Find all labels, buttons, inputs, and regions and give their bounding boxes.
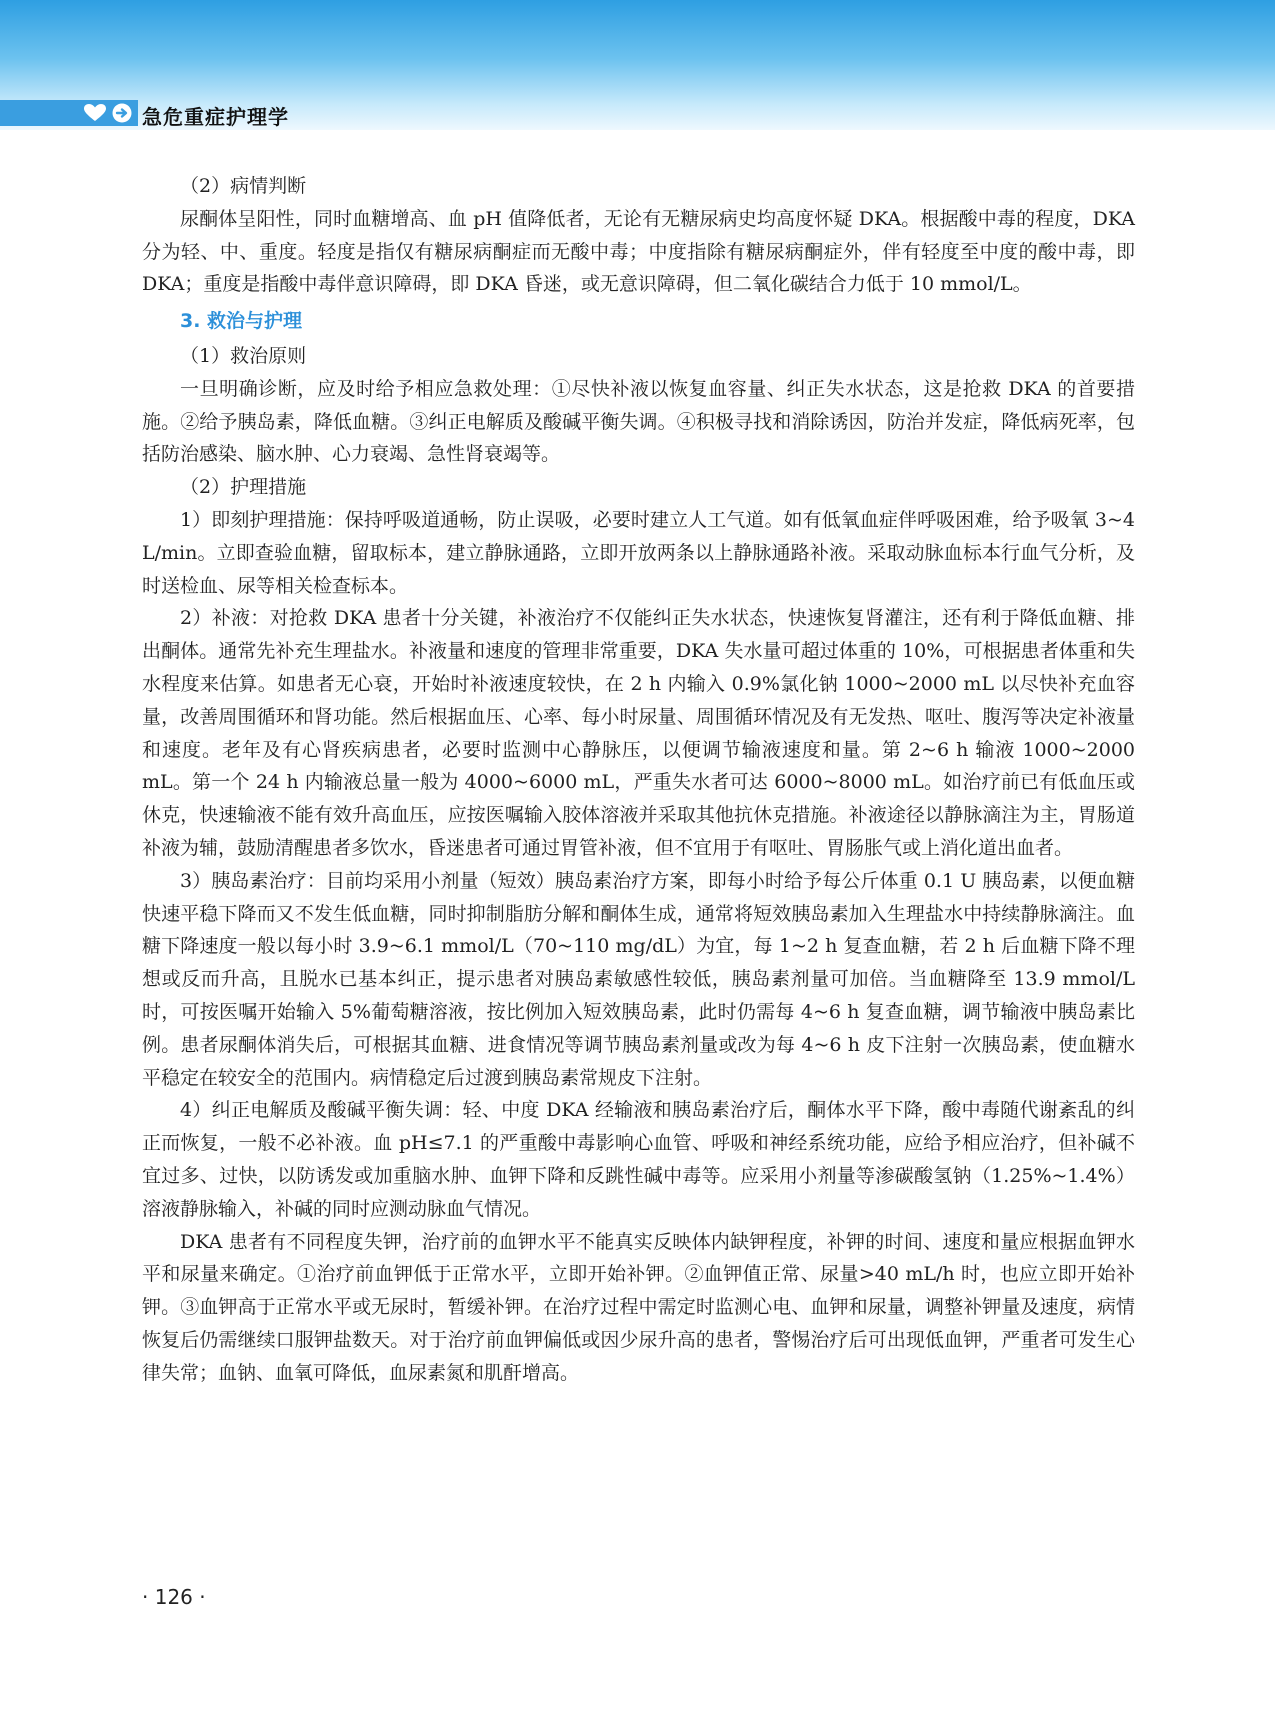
page-number: · 126 · [142, 1585, 206, 1609]
body-paragraph: 4）纠正电解质及酸碱平衡失调：轻、中度 DKA 经输液和胰岛素治疗后，酮体水平下降，酸中毒随代谢紊乱的纠正而恢复，一般不必补液。血 pH≤7.1 的严重酸中毒影响心血管、呼吸和神经系统功能，应给予相应治疗，但补碱不宜过多、过快，以防诱发或加重脑水肿、血钾下降和反跳性碱中毒等。应采用小剂量等渗碳酸氢钠（1.25%~1.4%）溶液静脉输入，补碱的同时应测动脉血气情况。 [142, 1099, 1135, 1220]
body-paragraph: 2）补液：对抢救 DKA 患者十分关键，补液治疗不仅能纠正失水状态，快速恢复肾灌注，还有利于降低血糖、排出酮体。通常先补充生理盐水。补液量和速度的管理非常重要，DKA 失水量可超过体重的 10%，可根据患者体重和失水程度来估算。如患者无心衰，开始时补液速度较快，在 2 h 内输入 0.9%氯化钠 1000~2000 mL 以尽快补充血容量，改善周围循环和肾功能。然后根据血压、心率、每小时尿量、周围循环情况及有无发热、呕吐、腹泻等决定补液量和速度。老年及有心肾疾病患者，必要时监测中心静脉压，以便调节输液速度和量。第 2~6 h 输液 1000~2000 mL。第一个 24 h 内输液总量一般为 4000~6000 mL，严重失水者可达 6000~8000 mL。如治疗前已有低血压或休克，快速输液不能有效升高血压，应按医嘱输入胶体溶液并采取其他抗休克措施。补液途径以静脉滴注为主，胃肠道补液为辅，鼓励清醒患者多饮水，昏迷患者可通过胃管补液，但不宜用于有呕吐、胃肠胀气或上消化道出血者。 [142, 607, 1135, 859]
subheading-nursing-measures: （2）护理措施 [180, 476, 307, 499]
subheading-condition-judgment: （2）病情判断 [180, 175, 307, 197]
page-body [142, 170, 1135, 1389]
running-header [0, 100, 1275, 129]
body-paragraph: 尿酮体呈阳性，同时血糖增高、血 pH 值降低者，无论有无糖尿病史均高度怀疑 DKA。根据酸中毒的程度，DKA 分为轻、中、重度。轻度是指仅有糖尿病酮症而无酸中毒；中度指除有糖尿病酮症外，伴有轻度至中度的酸中毒，即 DKA；重度是指酸中毒伴意识障碍，即 DKA 昏迷，或无意识障碍，但二氧化碳结合力低于 10 mmol/L。 [142, 207, 1135, 296]
body-paragraph: DKA 患者有不同程度失钾，治疗前的血钾水平不能真实反映体内缺钾程度，补钾的时间、速度和量应根据血钾水平和尿量来确定。①治疗前血钾低于正常水平，立即开始补钾。②血钾值正常、尿量>40 mL/h 时，也应立即开始补钾。③血钾高于正常水平或无尿时，暂缓补钾。在治疗过程中需定时监测心电、血钾和尿量，调整补钾量及速度，病情恢复后仍需继续口服钾盐数天。对于治疗前血钾偏低或因少尿升高的患者，警惕治疗后可出现低血钾，严重者可发生心律失常；血钠、血氧可降低，血尿素氮和肌酐增高。 [142, 1230, 1135, 1384]
body-paragraph: 3）胰岛素治疗：目前均采用小剂量（短效）胰岛素治疗方案，即每小时给予每公斤体重 0.1 U 胰岛素，以便血糖快速平稳下降而又不发生低血糖，同时抑制脂肪分解和酮体生成，通常将短效胰岛素加入生理盐水中持续静脉滴注。血糖下降速度一般以每小时 3.9~6.1 mmol/L（70~110 mg/dL）为宜，每 1~2 h 复查血糖，若 2 h 后血糖下降不理想或反而升高，且脱水已基本纠正，提示患者对胰岛素敏感性较低，胰岛素剂量可加倍。当血糖降至 13.9 mmol/L 时，可按医嘱开始输入 5%葡萄糖溶液，按比例加入短效胰岛素，此时仍需每 4~6 h 复查血糖，调节输液中胰岛素比例。患者尿酮体消失后，可根据其血糖、进食情况等调节胰岛素剂量或改为每 4~6 h 皮下注射一次胰岛素，使血糖水平稳定在较安全的范围内。病情稳定后过渡到胰岛素常规皮下注射。 [142, 869, 1135, 1089]
book-title: 急危重症护理学 [142, 105, 289, 129]
body-paragraph: 1）即刻护理措施：保持呼吸道通畅，防止误吸，必要时建立人工气道。如有低氧血症伴呼吸困难，给予吸氧 3~4 L/min。立即查验血糖，留取标本，建立静脉通路，立即开放两条以上静脉通路补液。采取动脉血标本行血气分析，及时送检血、尿等相关检查标本。 [142, 508, 1135, 597]
subheading-treatment-principles: （1）救治原则 [180, 344, 307, 367]
section-heading-treatment: 3. 救治与护理 [180, 310, 303, 333]
header-icons [82, 102, 134, 124]
arrow-right-icon [113, 104, 132, 123]
heart-icon [84, 104, 106, 121]
body-paragraph: 一旦明确诊断，应及时给予相应急救处理：①尽快补液以恢复血容量、纠正失水状态，这是抢救 DKA 的首要措施。②给予胰岛素，降低血糖。③纠正电解质及酸碱平衡失调。④积极寻找和消除诱因，防治并发症，降低病死率，包括防治感染、脑水肿、心力衰竭、急性肾衰竭等。 [142, 377, 1135, 466]
